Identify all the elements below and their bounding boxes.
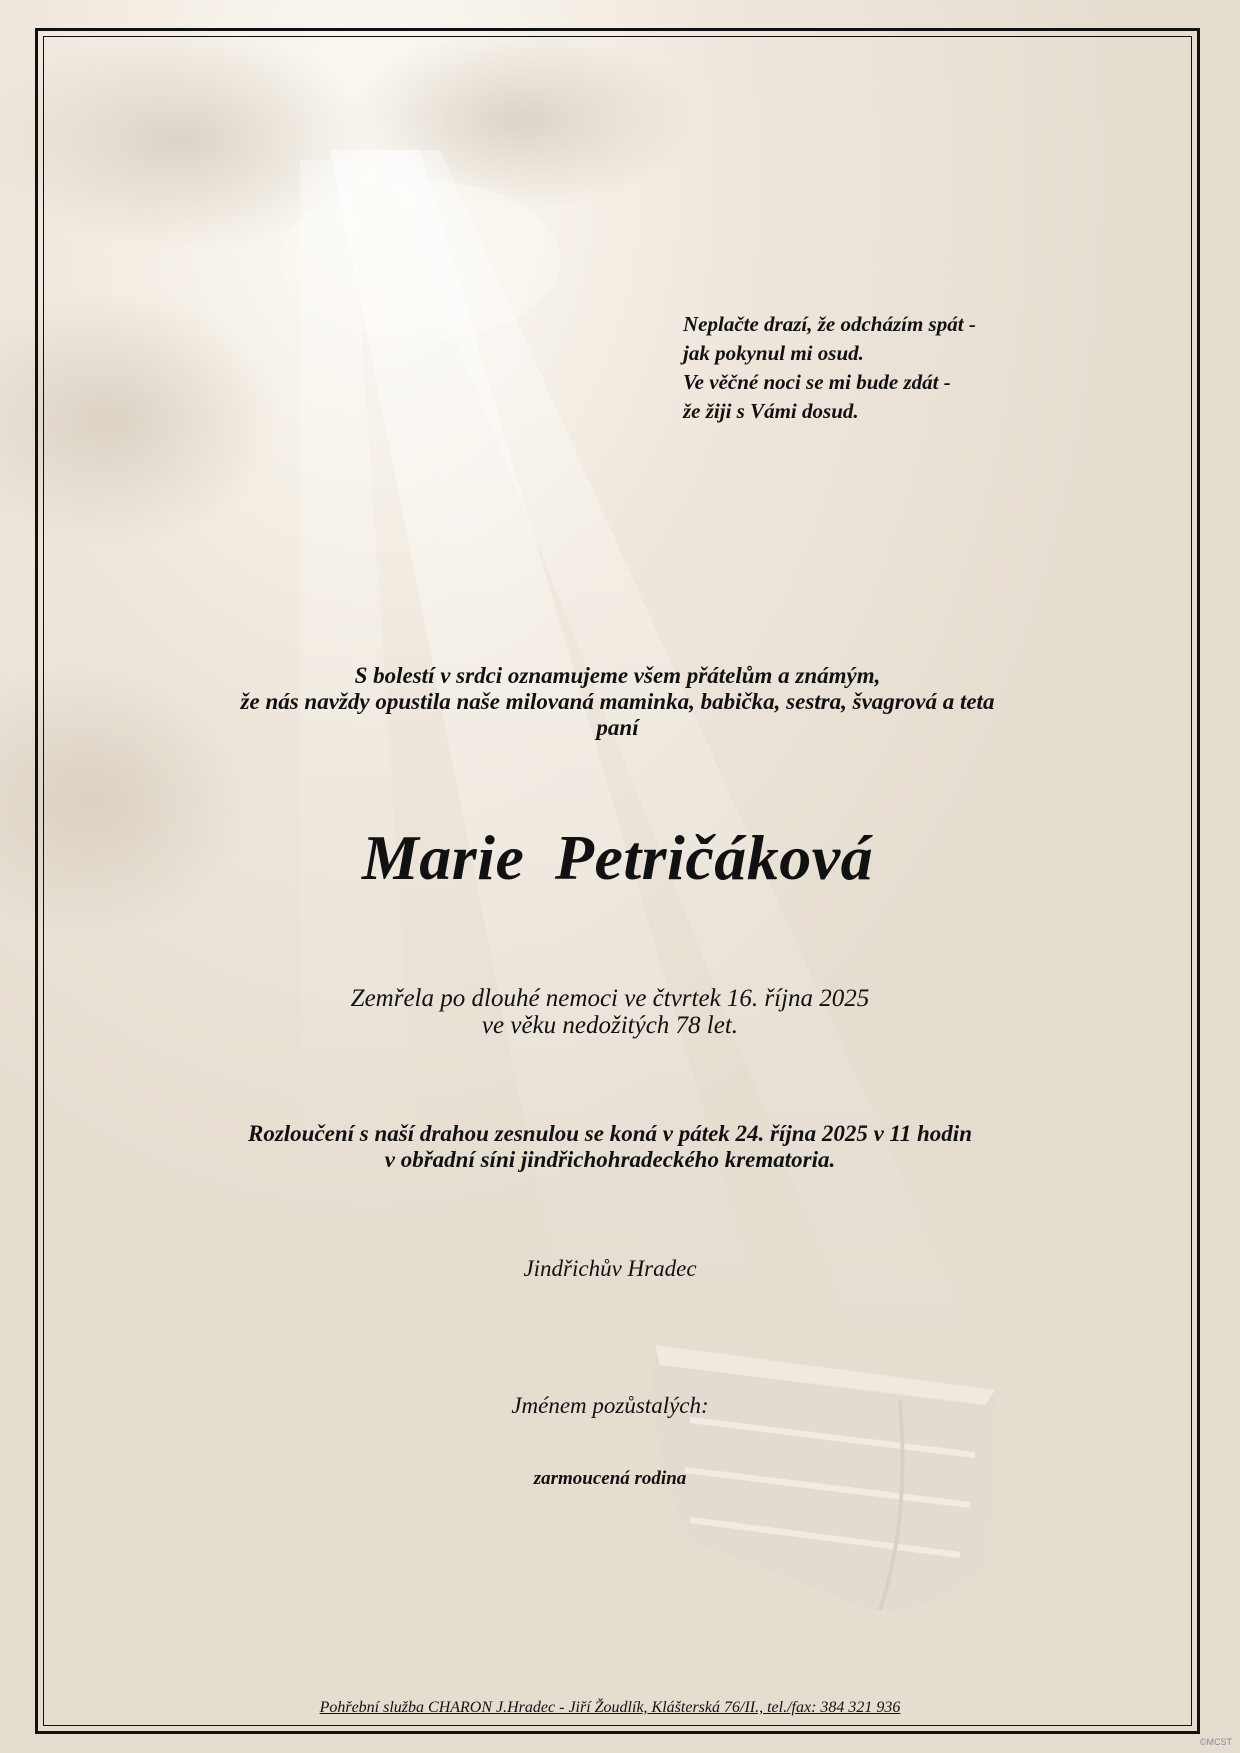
on-behalf-label: Jménem pozůstalých: [511,1393,709,1418]
watermark: ©MCST [1199,1737,1232,1747]
announcement-line: S bolestí v srdci oznamujeme všem přátelům a známým, [354,663,881,688]
poem-line: že žiji s Vámi dosud. [683,399,859,423]
deceased-first-name: Marie [361,822,525,893]
death-info [0,985,1220,1039]
poem-line: jak pokynul mi osud. [683,341,864,365]
farewell-line: Rozloučení s naší drahou zesnulou se koná v pátek 24. října 2025 v 11 hodin [247,1121,972,1146]
poem [683,310,976,426]
deceased-last-name: Petričáková [554,822,874,893]
poem-line: Ve věčné noci se mi bude zdát - [683,370,951,394]
funeral-service-footer: Pohřební služba CHARON J.Hradec - Jiří Žoudlík, Klášterská 76/II., tel./fax: 384 321 936 [319,1699,901,1716]
announcement-line: paní [596,715,639,740]
announcement [43,663,1192,741]
farewell-info [0,1121,1220,1173]
city: Jindřichův Hradec [523,1256,697,1281]
announcement-line: že nás navždy opustila naše milovaná maminka, babička, sestra, švagrová a teta [240,689,995,714]
deceased-name [43,818,1192,898]
death-info-line: ve věku nedožitých 78 let. [481,1012,739,1039]
death-info-line: Zemřela po dlouhé nemoci ve čtvrtek 16. října 2025 [350,985,870,1012]
poem-line: Neplačte drazí, že odcházím spát - [683,312,976,336]
signature: zarmoucená rodina [533,1468,687,1489]
farewell-line: v obřadní síni jindřichohradeckého krematoria. [384,1147,836,1172]
